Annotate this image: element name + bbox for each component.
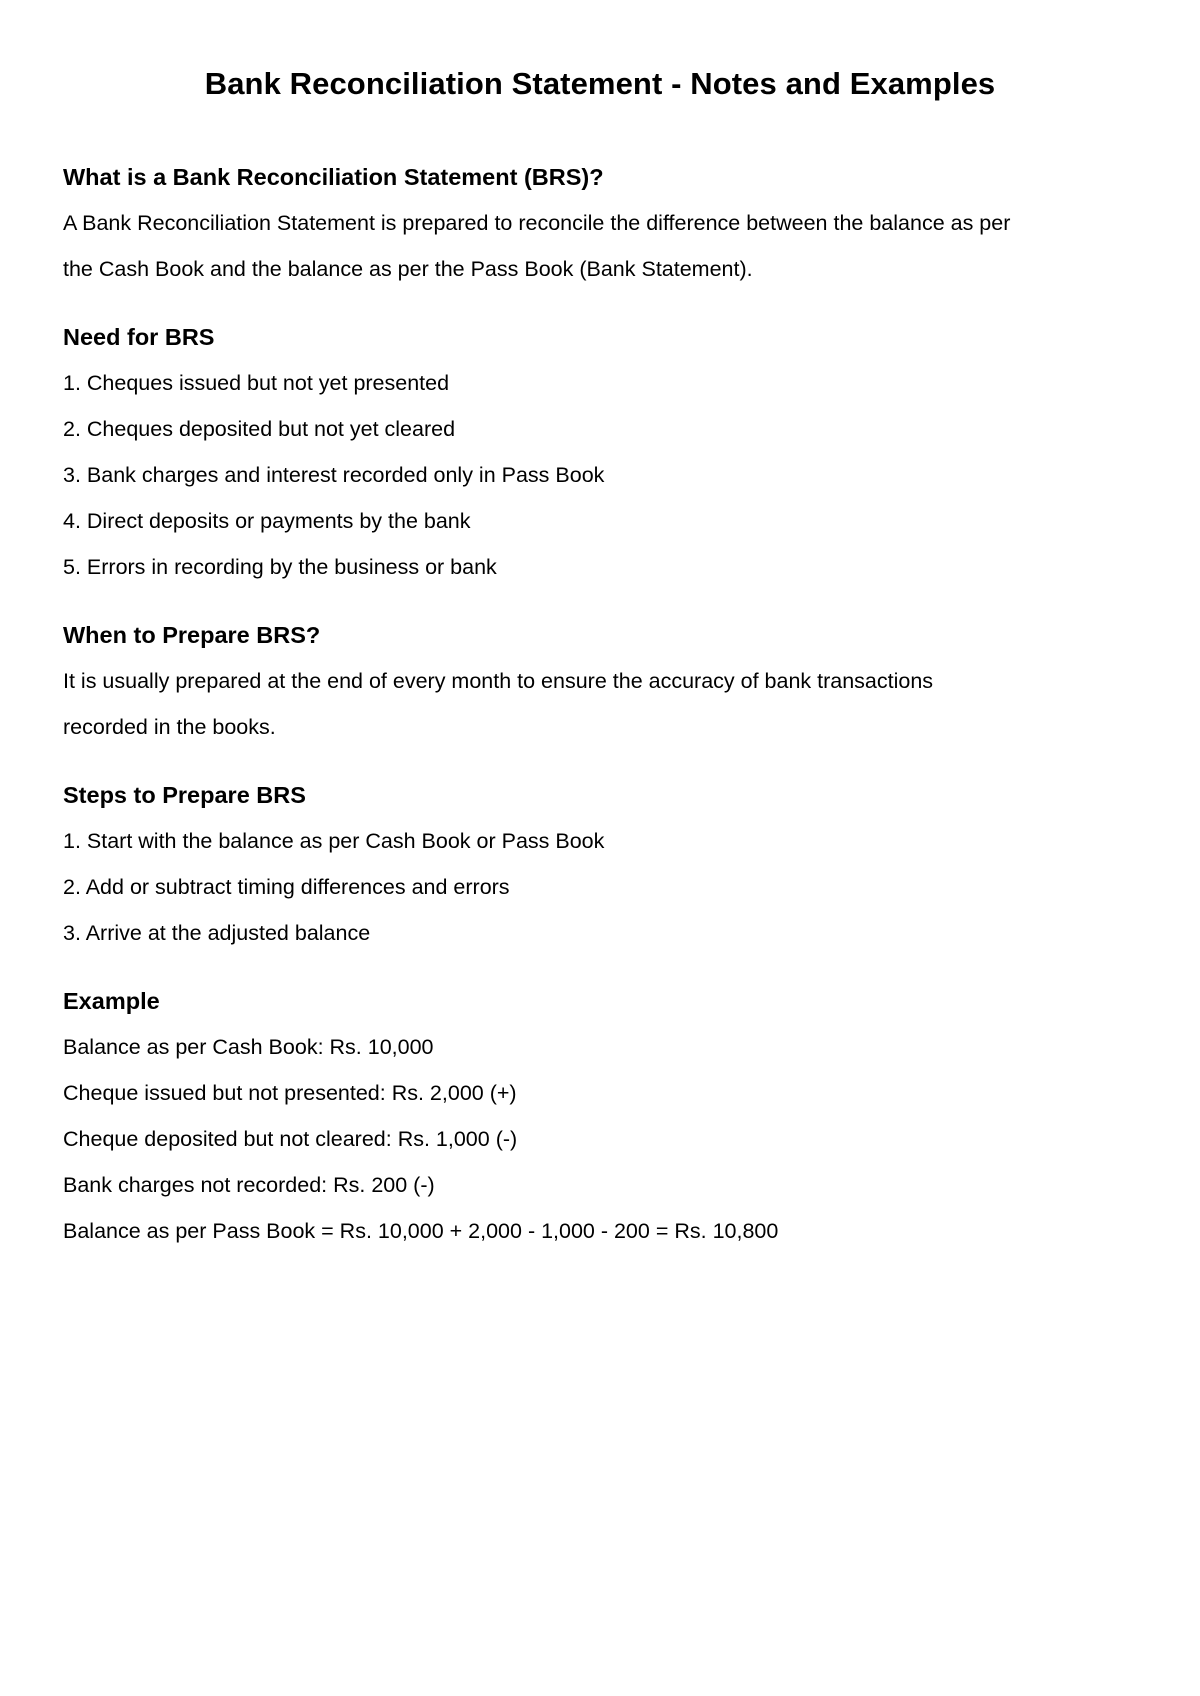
section-steps-to-prepare xyxy=(63,772,1137,956)
section-need-for-brs xyxy=(63,314,1137,590)
list-item: 3. Bank charges and interest recorded only in Pass Book xyxy=(63,463,605,487)
section-heading-steps-to-prepare: Steps to Prepare BRS xyxy=(63,782,306,808)
list-item: 1. Start with the balance as per Cash Book or Pass Book xyxy=(63,829,605,853)
list-item: 4. Direct deposits or payments by the bank xyxy=(63,509,471,533)
paragraph-line: A Bank Reconciliation Statement is prepared to reconcile the difference between the balance as per xyxy=(63,211,1011,235)
section-heading-when-to-prepare: When to Prepare BRS? xyxy=(63,622,321,648)
list-item: 5. Errors in recording by the business or bank xyxy=(63,555,497,579)
example-line: Balance as per Cash Book: Rs. 10,000 xyxy=(63,1035,434,1059)
section-example xyxy=(63,978,1137,1254)
list-item: 3. Arrive at the adjusted balance xyxy=(63,921,371,945)
example-line: Cheque deposited but not cleared: Rs. 1,000 (-) xyxy=(63,1127,518,1151)
paragraph-line: the Cash Book and the balance as per the Pass Book (Bank Statement). xyxy=(63,257,753,281)
paragraph-line: recorded in the books. xyxy=(63,715,276,739)
section-what-is-brs xyxy=(63,154,1137,292)
steps-list xyxy=(63,818,1137,956)
need-list xyxy=(63,360,1137,590)
document-page xyxy=(63,58,1137,1254)
example-line: Balance as per Pass Book = Rs. 10,000 + 2,000 - 1,000 - 200 = Rs. 10,800 xyxy=(63,1219,779,1243)
paragraph-line: It is usually prepared at the end of every month to ensure the accuracy of bank transactions xyxy=(63,669,934,693)
section-heading-example: Example xyxy=(63,988,160,1014)
example-line: Cheque issued but not presented: Rs. 2,000 (+) xyxy=(63,1081,517,1105)
example-line: Bank charges not recorded: Rs. 200 (-) xyxy=(63,1173,435,1197)
section-when-to-prepare xyxy=(63,612,1137,750)
section-heading-what-is-brs: What is a Bank Reconciliation Statement (BRS)? xyxy=(63,164,604,190)
list-item: 1. Cheques issued but not yet presented xyxy=(63,371,450,395)
section-heading-need-for-brs: Need for BRS xyxy=(63,324,215,350)
list-item: 2. Add or subtract timing differences and errors xyxy=(63,875,510,899)
page-title: Bank Reconciliation Statement - Notes and Examples xyxy=(204,66,996,101)
list-item: 2. Cheques deposited but not yet cleared xyxy=(63,417,456,441)
